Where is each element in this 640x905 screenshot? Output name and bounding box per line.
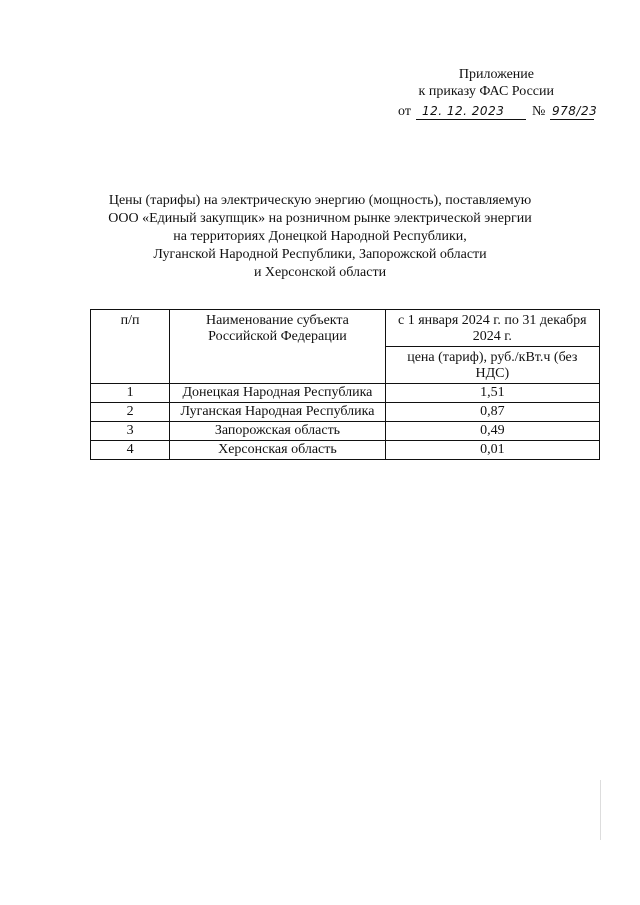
handwritten-number: 978/23 — [552, 104, 598, 118]
row-subject-name: Запорожская область — [170, 422, 385, 441]
row-num: 1 — [91, 384, 170, 403]
row-price: 1,51 — [385, 384, 599, 403]
table-row — [91, 422, 600, 441]
row-num: 2 — [91, 403, 170, 422]
title-line: Цены (тарифы) на электрическую энергию (мощность), поставляемую — [108, 193, 532, 208]
scan-artifact — [600, 780, 601, 840]
header-price: цена (тариф), руб./кВт.ч (без НДС) — [385, 347, 599, 384]
document-title — [60, 192, 580, 282]
table-header-row — [91, 310, 600, 347]
appendix-block — [380, 66, 600, 121]
title-line: на территориях Донецкой Народной Республики, — [173, 229, 467, 244]
row-subject-name: Луганская Народная Республика — [170, 403, 385, 422]
header-period: с 1 января 2024 г. по 31 декабря 2024 г. — [385, 310, 599, 347]
title-line: ООО «Единый закупщик» на розничном рынке электрической энергии — [108, 211, 532, 226]
handwritten-date: 12. 12. 2023 — [422, 104, 505, 118]
table-row — [91, 403, 600, 422]
tariff-table — [90, 309, 600, 460]
row-subject-name: Донецкая Народная Республика — [170, 384, 385, 403]
row-price: 0,49 — [385, 422, 599, 441]
title-line: Луганской Народной Республики, Запорожской области — [153, 247, 487, 262]
appendix-order-reference: к приказу ФАС России — [418, 84, 554, 99]
row-price: 0,87 — [385, 403, 599, 422]
header-subject-name: Наименование субъекта Российской Федерации — [170, 310, 385, 384]
table-row — [91, 384, 600, 403]
date-field — [416, 101, 526, 120]
appendix-label: Приложение — [458, 67, 534, 82]
date-prefix: от — [398, 104, 411, 119]
table-row — [91, 441, 600, 460]
header-num: п/п — [91, 310, 170, 384]
row-subject-name: Херсонская область — [170, 441, 385, 460]
appendix-date-number-line — [380, 101, 600, 121]
row-num: 4 — [91, 441, 170, 460]
row-price: 0,01 — [385, 441, 599, 460]
number-field — [550, 101, 598, 120]
number-sign: № — [532, 104, 546, 119]
title-line: и Херсонской области — [253, 265, 387, 280]
row-num: 3 — [91, 422, 170, 441]
